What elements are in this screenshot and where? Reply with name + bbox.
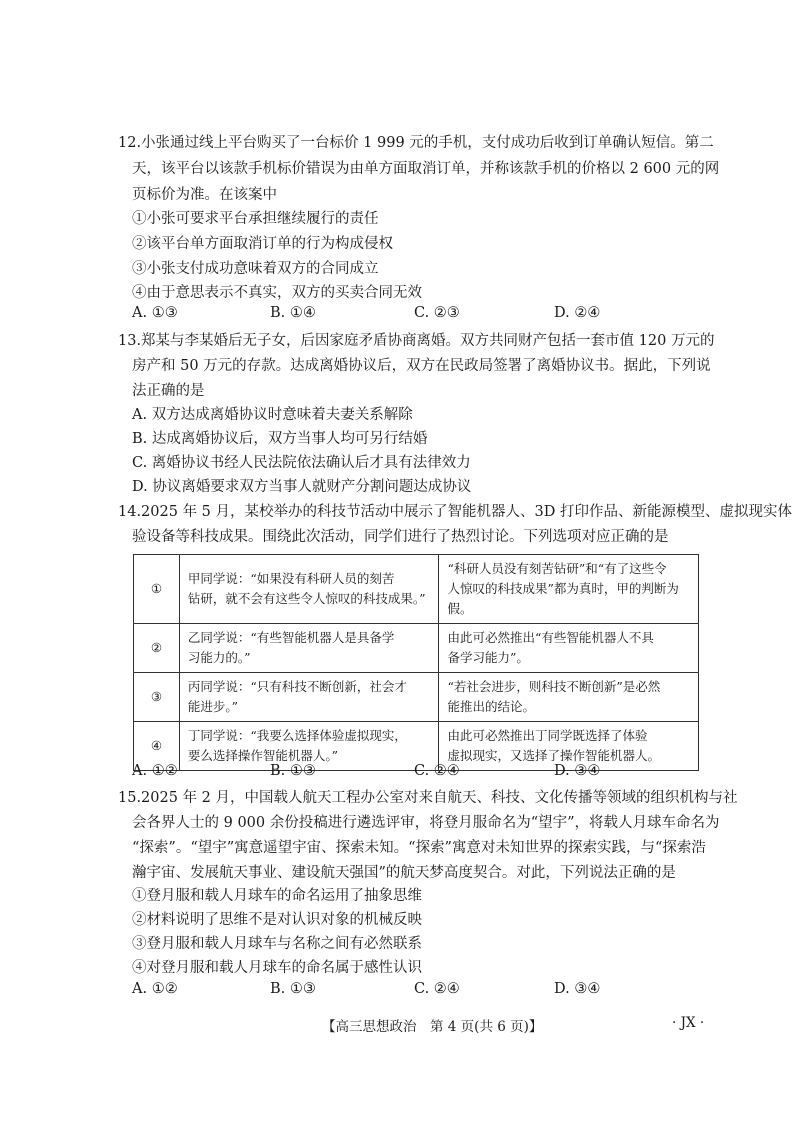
page-footer: 【高三思想政治 第 4 页(共 6 页)】 (322, 1019, 543, 1035)
q14-row-2-statement (179, 624, 439, 673)
q14-row-4-inference-l2: 虚拟现实，又选择了操作智能机器人。 (447, 748, 660, 763)
q14-row-2-num: ② (134, 624, 180, 673)
q15-option-c[interactable]: C. ②④ (414, 981, 460, 997)
q14-option-b[interactable]: B. ①③ (270, 763, 316, 779)
q15-stem-line-3: “探索”。“望宇”寓意遥望宇宙、探索未知。“探索”寓意对未知世界的探索实践，与“探索浩 (132, 840, 706, 856)
q15-item-3: ③登月服和载人月球车与名称之间有必然联系 (132, 936, 422, 952)
q14-row-3-inference-l2: 能推出的结论。 (447, 699, 535, 714)
q14-row-3-num: ③ (134, 673, 180, 722)
q13-stem-line-3: 法正确的是 (132, 383, 205, 399)
q14-row-1-statement-l1: 甲同学说：“如果没有科研人员的刻苦 (187, 571, 395, 586)
q12-item-2: ②该平台单方面取消订单的行为构成侵权 (132, 236, 393, 252)
q13-option-a[interactable]: A. 双方达成离婚协议时意味着夫妻关系解除 (132, 407, 413, 423)
q14-row-1-statement (179, 555, 439, 624)
q14-row-3-statement-l1: 丙同学说：“只有科技不断创新，社会才 (187, 679, 407, 694)
q13-stem-line-2: 房产和 50 万元的存款。达成离婚协议后，双方在民政局签署了离婚协议书。据此，下列说 (132, 358, 711, 374)
q14-row-3-statement-l2: 能进步。” (187, 699, 239, 714)
q14-row-2-statement-l2: 习能力的。” (187, 650, 251, 665)
q15-stem-line-2: 会各界人士的 9 000 余份投稿进行遴选评审，将登月服命名为“望宇”，将载人月球车命名为 (132, 815, 720, 831)
q13-option-c[interactable]: C. 离婚协议书经人民法院依法确认后才具有法律效力 (132, 455, 471, 471)
q14-row-1-inference-l2: 人惊叹的科技成果”都为真时，甲的判断为假。 (447, 581, 679, 616)
q12-option-a[interactable]: A. ①③ (132, 305, 178, 321)
q12-item-3: ③小张支付成功意味着双方的合同成立 (132, 261, 379, 277)
q14-row-4-statement-l2: 要么选择操作智能机器人。” (187, 748, 339, 763)
q14-option-c[interactable]: C. ②④ (414, 763, 460, 779)
q15-item-1: ①登月服和载人月球车的命名运用了抽象思维 (132, 888, 422, 904)
q14-row-2-inference-l2: 备学习能力”。 (447, 650, 529, 665)
q14-option-a[interactable]: A. ①② (132, 763, 178, 779)
q15-item-4: ④对登月服和载人月球车的命名属于感性认识 (132, 960, 422, 976)
q14-row-4-statement-l1: 丁同学说：“我要么选择体验虚拟现实， (187, 728, 407, 743)
q14-options (132, 763, 712, 785)
q14-row-2-inference (439, 624, 699, 673)
page-footer-code: · JX · (672, 1015, 705, 1031)
q12-option-b[interactable]: B. ①④ (270, 305, 316, 321)
q14-row-4-inference-l1: 由此可必然推出丁同学既选择了体验 (447, 728, 648, 743)
q15-stem-line-4: 瀚宇宙、发展航天事业、建设航天强国”的航天梦高度契合。对此，下列说法正确的是 (132, 865, 676, 881)
q15-item-2: ②材料说明了思维不是对认识对象的机械反映 (132, 912, 422, 928)
q12-option-c[interactable]: C. ②③ (414, 305, 460, 321)
q14-option-d[interactable]: D. ③④ (554, 763, 601, 779)
table-row (134, 555, 699, 624)
q13-option-b[interactable]: B. 达成离婚协议后，双方当事人均可另行结婚 (132, 431, 428, 447)
table-row (134, 624, 699, 673)
q12-item-4: ④由于意思表示不真实，双方的买卖合同无效 (132, 285, 422, 301)
q14-row-3-inference (439, 673, 699, 722)
q14-row-1-statement-l2: 钻研，就不会有这些令人惊叹的科技成果。” (187, 591, 426, 606)
q14-row-3-statement (179, 673, 439, 722)
q14-row-4-num: ④ (134, 722, 180, 771)
q14-row-1-num: ① (134, 555, 180, 624)
q14-row-2-statement-l1: 乙同学说：“有些智能机器人是具备学 (187, 630, 395, 645)
q15-option-a[interactable]: A. ①② (132, 981, 178, 997)
q14-row-2-inference-l1: 由此可必然推出“有些智能机器人不具 (447, 630, 654, 645)
q15-option-b[interactable]: B. ①③ (270, 981, 316, 997)
q14-row-3-inference-l1: “若社会进步，则科技不断创新”是必然 (447, 679, 661, 694)
q12-stem-line-2: 天，该平台以该款手机标价错误为由单方面取消订单，并称该款手机的价格以 2 600 元的网 (132, 161, 720, 177)
q12-stem-line-1: 12.小张通过线上平台购买了一台标价 1 999 元的手机，支付成功后收到订单确认短信。第二 (118, 135, 714, 151)
q14-stem-line-1: 14.2025 年 5 月，某校举办的科技节活动中展示了智能机器人、3D 打印作品、新能源模型、虚拟现实体 (118, 504, 792, 520)
table-row (134, 673, 699, 722)
q15-options (132, 981, 712, 1003)
q14-table (133, 554, 699, 771)
q13-option-d[interactable]: D. 协议离婚要求双方当事人就财产分割问题达成协议 (132, 479, 472, 495)
q12-stem-line-3: 页标价为准。在该案中 (132, 187, 277, 203)
q15-option-d[interactable]: D. ③④ (554, 981, 601, 997)
q14-row-1-inference (439, 555, 699, 624)
q14-stem-line-2: 验设备等科技成果。围绕此次活动，同学们进行了热烈讨论。下列选项对应正确的是 (132, 529, 669, 545)
q12-options (132, 305, 712, 327)
q15-stem-line-1: 15.2025 年 2 月，中国载人航天工程办公室对来自航天、科技、文化传播等领域的组织机构与社 (118, 790, 738, 806)
q14-row-1-inference-l1: “科研人员没有刻苦钻研”和“有了这些令 (447, 561, 667, 576)
q12-option-d[interactable]: D. ②④ (554, 305, 601, 321)
q12-item-1: ①小张可要求平台承担继续履行的责任 (132, 211, 379, 227)
q13-stem-line-1: 13.郑某与李某婚后无子女，后因家庭矛盾协商离婚。双方共同财产包括一套市值 120 万元的 (118, 333, 715, 349)
